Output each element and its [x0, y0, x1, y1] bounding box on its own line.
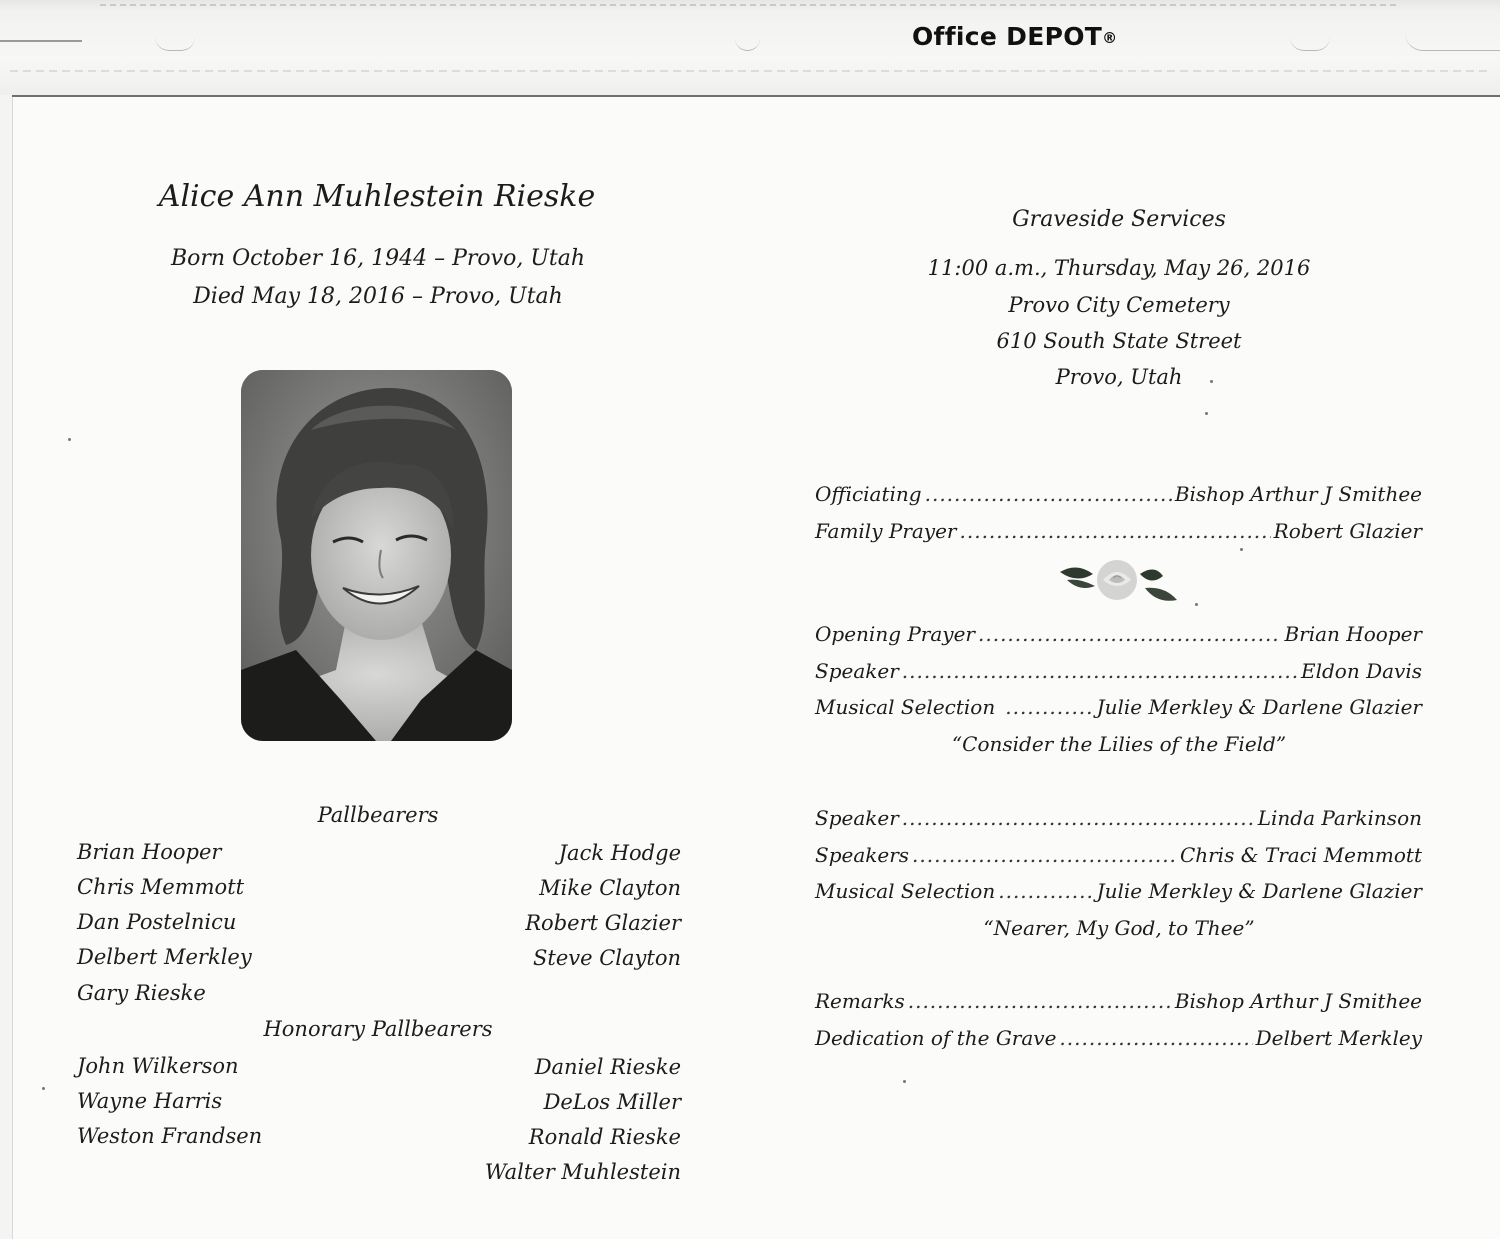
location-city: Provo, Utah [1055, 365, 1183, 389]
honorary-pallbearer-name: Wayne Harris [77, 1089, 223, 1113]
program-person: Julie Merkley & Darlene Glazier [1096, 879, 1422, 903]
scan-speck [1205, 412, 1208, 415]
honorary-pallbearer-name: John Wilkerson [77, 1054, 239, 1078]
rose-icon [1055, 558, 1180, 608]
honorary-pallbearer-name: Weston Frandsen [77, 1124, 263, 1148]
program-person: Delbert Merkley [1255, 1026, 1422, 1050]
program-person: Linda Parkinson [1257, 806, 1422, 830]
portrait-drawing [241, 370, 512, 741]
location-name: Provo City Cemetery [1008, 293, 1230, 317]
portrait-photo [241, 370, 512, 741]
honorary-pallbearer-name: Ronald Rieske [528, 1125, 681, 1149]
program-row-officiating [815, 484, 1422, 504]
program-row-speakers [815, 845, 1422, 865]
program-person: Brian Hooper [1284, 622, 1422, 646]
leader-dots [912, 845, 1177, 865]
program-row-opening-prayer [815, 624, 1422, 644]
pallbearers-heading: Pallbearers [317, 803, 439, 827]
pallbearer-name: Mike Clayton [539, 876, 681, 900]
program-person: Robert Glazier [1273, 519, 1422, 543]
song-title: “Consider the Lilies of the Field” [951, 732, 1287, 756]
program-role: Officiating [815, 482, 922, 506]
leader-dots [1059, 1028, 1252, 1048]
brand-name: Office DEPOT [912, 22, 1103, 51]
program-role: Remarks [815, 989, 905, 1013]
scan-speck [68, 438, 71, 441]
program-row-dedication [815, 1028, 1422, 1048]
program-role: Speaker [815, 659, 899, 683]
scan-speck [1210, 380, 1213, 383]
page-protector-sleeve [0, 0, 1500, 95]
program-row-speaker [815, 661, 1422, 681]
pallbearer-name: Robert Glazier [525, 911, 681, 935]
sleeve-perforation-lower [10, 70, 1490, 72]
leader-dots [978, 624, 1281, 644]
leader-dots [960, 521, 1271, 541]
birth-line: Born October 16, 1944 – Provo, Utah [171, 246, 585, 271]
song-title: “Nearer, My God, to Thee” [983, 916, 1255, 940]
pallbearer-name: Chris Memmott [77, 875, 245, 899]
location-street: 610 South State Street [996, 329, 1242, 353]
pallbearer-name: Steve Clayton [533, 946, 681, 970]
honorary-pallbearer-name: Daniel Rieske [534, 1055, 681, 1079]
pallbearer-name: Brian Hooper [77, 840, 222, 864]
leader-dots [902, 661, 1298, 681]
program-row-family-prayer [815, 521, 1422, 541]
pallbearer-name: Delbert Merkley [77, 945, 252, 969]
sleeve-edge-left [0, 40, 82, 42]
program-row-musical-selection [815, 697, 1422, 717]
program-role: Family Prayer [815, 519, 957, 543]
program-row-speaker [815, 808, 1422, 828]
sleeve-hole [735, 30, 760, 51]
program-person: Eldon Davis [1301, 659, 1422, 683]
honorary-pallbearer-name: Walter Muhlestein [484, 1160, 681, 1184]
program-role: Speaker [815, 806, 899, 830]
scan-speck [903, 1080, 906, 1083]
registered-mark: ® [1102, 29, 1118, 47]
deceased-name: Alice Ann Muhlestein Rieske [158, 179, 596, 214]
honorary-pallbearer-name: DeLos Miller [543, 1090, 681, 1114]
leader-dots [1005, 697, 1093, 717]
program-person: Julie Merkley & Darlene Glazier [1096, 695, 1422, 719]
service-title: Graveside Services [1012, 207, 1226, 232]
scan-speck [1195, 603, 1198, 606]
program-role: Speakers [815, 843, 910, 867]
death-line: Died May 18, 2016 – Provo, Utah [193, 284, 563, 309]
scan-speck [1240, 548, 1243, 551]
pallbearer-name: Gary Rieske [77, 981, 206, 1005]
leader-dots [908, 991, 1172, 1011]
program-role: Opening Prayer [815, 622, 975, 646]
program-role: Musical Selection [815, 695, 996, 719]
leader-dots [925, 484, 1172, 504]
brand-logo [912, 22, 1117, 51]
pallbearer-name: Jack Hodge [558, 841, 681, 865]
honorary-pallbearers-heading: Honorary Pallbearers [263, 1017, 493, 1041]
program-person: Chris & Traci Memmott [1179, 843, 1422, 867]
sleeve-perforation [100, 4, 1400, 6]
sleeve-hole [155, 30, 195, 51]
program-row-remarks [815, 991, 1422, 1011]
program-role: Dedication of the Grave [815, 1026, 1057, 1050]
sleeve-hole [1290, 30, 1330, 51]
leader-dots [902, 808, 1255, 828]
leader-dots [998, 881, 1093, 901]
program-row-musical-selection [815, 881, 1422, 901]
service-time: 11:00 a.m., Thursday, May 26, 2016 [927, 256, 1311, 280]
pallbearer-name: Dan Postelnicu [77, 910, 237, 934]
program-person: Bishop Arthur J Smithee [1174, 989, 1422, 1013]
program-person: Bishop Arthur J Smithee [1174, 482, 1422, 506]
scan-speck [42, 1087, 45, 1090]
sleeve-hole [1405, 30, 1500, 51]
program-role: Musical Selection [815, 879, 996, 903]
